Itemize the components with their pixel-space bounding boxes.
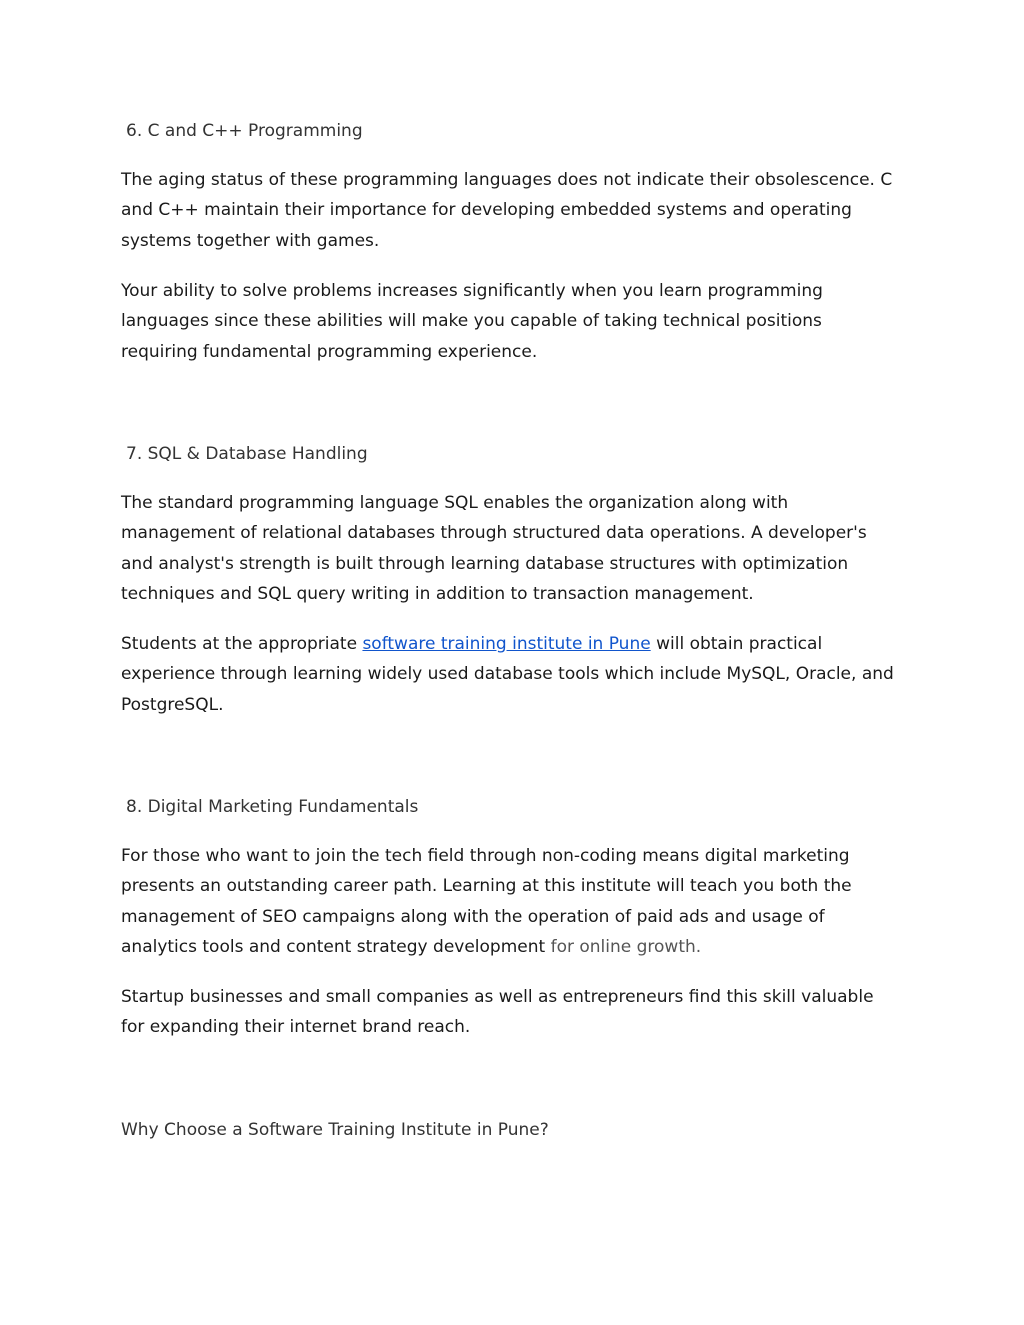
section-heading-c-cpp: 6. C and C++ Programming (126, 121, 363, 141)
paragraph-digital-marketing-audience: Startup businesses and small companies as well as entrepreneurs find this skill valuable for expanding their internet brand reach. (121, 987, 874, 1038)
section-heading-digital-marketing: 8. Digital Marketing Fundamentals (126, 797, 419, 817)
closing-heading: Why Choose a Software Training Institute in Pune? (121, 1120, 549, 1140)
paragraph-digital-marketing-intro (121, 841, 901, 963)
section-heading-sql: 7. SQL & Database Handling (126, 444, 368, 464)
paragraph-sql-tools-before: Students at the appropriate (121, 634, 363, 654)
paragraph-c-cpp-skills: Your ability to solve problems increases significantly when you learn programming languages since these abilities will make you capable of taking technical positions requiring fundamental programming experience. (121, 281, 823, 362)
paragraph-sql-tools (121, 629, 901, 720)
paragraph-sql-tools-after: will obtain practical experience through learning widely used database tools which include MySQL, Oracle, and PostgreSQL. (121, 634, 894, 715)
software-training-institute-link[interactable]: software training institute in Pune (362, 634, 651, 654)
paragraph-c-cpp-status: The aging status of these programming languages does not indicate their obsolescence. C and C++ maintain their importance for developing embedded systems and operating systems together with games. (121, 170, 893, 251)
paragraph-digital-marketing-muted: for online growth. (550, 937, 702, 958)
paragraph-sql-intro: The standard programming language SQL enables the organization along with management of relational databases through structured data operations. A developer's and analyst's strength is built through learning database structures with optimization techniques and SQL query writing in addition to transaction management. (121, 493, 867, 605)
paragraph-digital-marketing-main: For those who want to join the tech field through non-coding means digital marketing presents an outstanding career path. Learning at this institute will teach you both the management of SEO campaigns along with the operation of paid ads and usage of analytics tools and content strategy development (121, 846, 852, 958)
